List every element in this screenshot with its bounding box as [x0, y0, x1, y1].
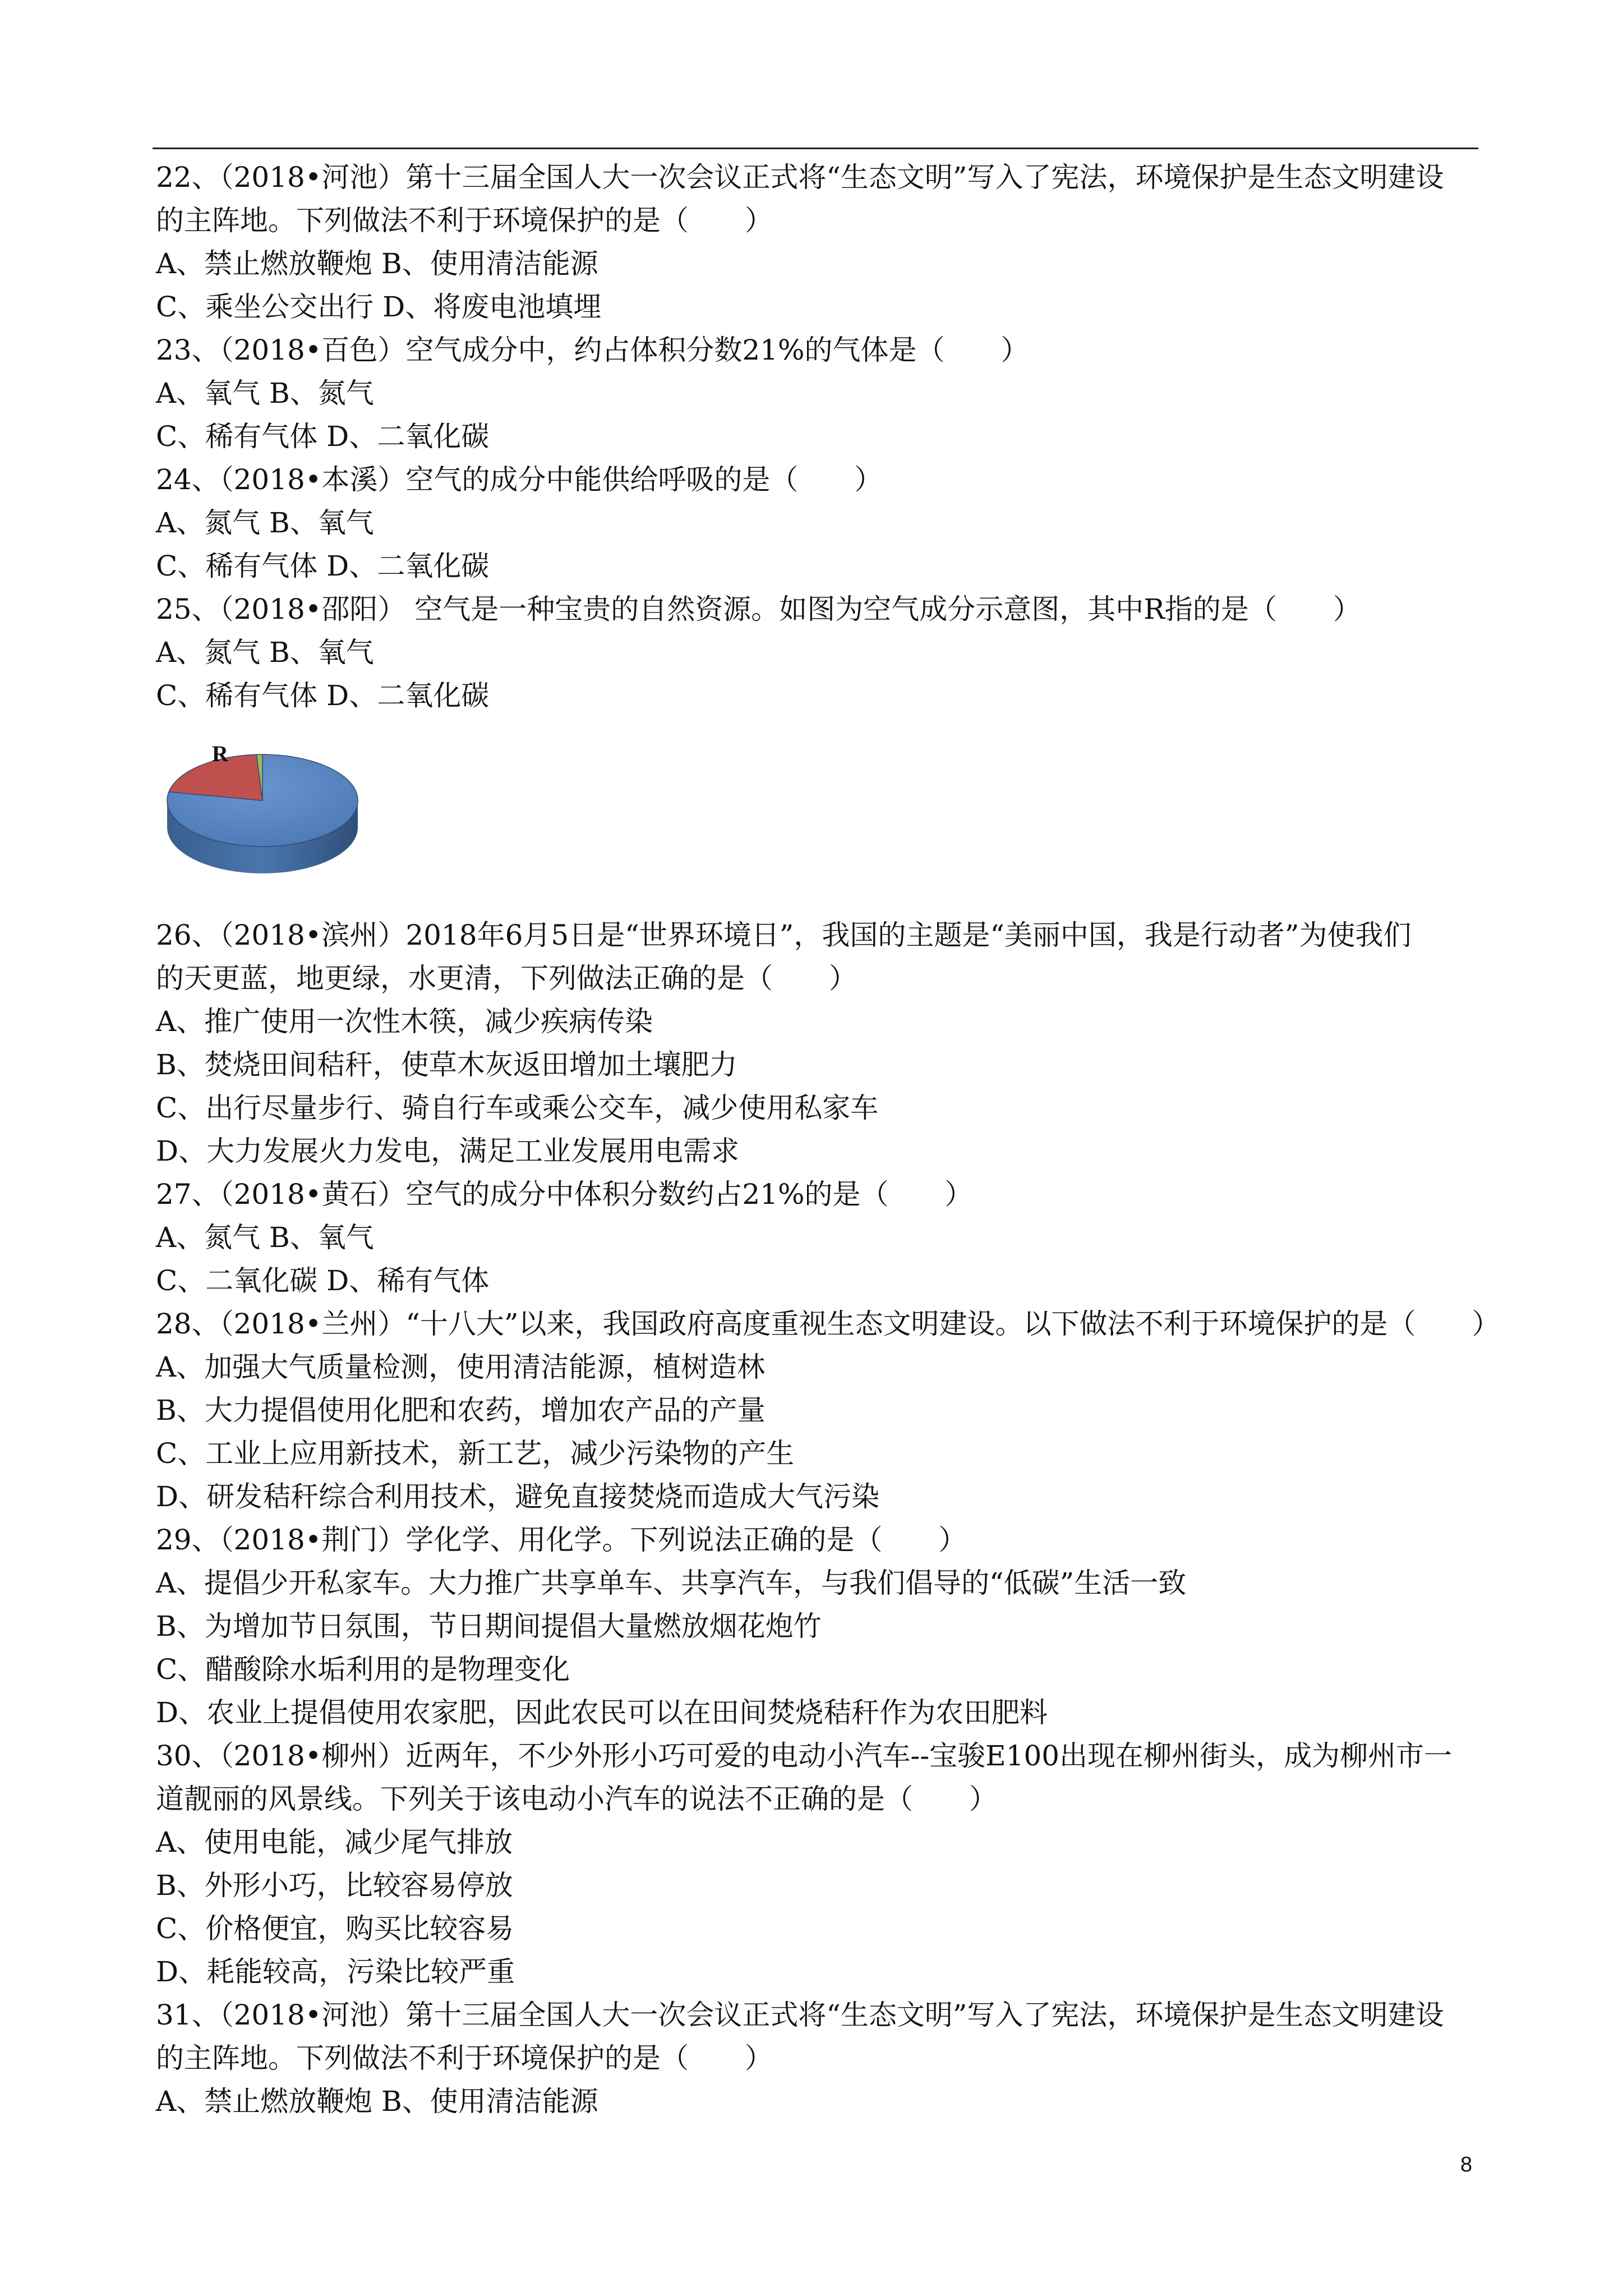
text-line: 25、（2018•邵阳） 空气是一种宝贵的自然资源。如图为空气成分示意图，其中R指的是（ ） [156, 593, 1361, 625]
text-line: A、氮气 B、氧气 [156, 1221, 374, 1254]
text-line: B、焚烧田间秸秆，使草木灰返田增加土壤肥力 [156, 1048, 737, 1081]
text-line: 28、（2018•兰州）“十八大”以来，我国政府高度重视生态文明建设。以下做法不利于环境保护的是（ ） [156, 1308, 1500, 1340]
text-line: 道靓丽的风景线。下列关于该电动小汽车的说法不正确的是（ ） [156, 1783, 997, 1815]
text-line: C、乘坐公交出行 D、将废电池填埋 [156, 291, 602, 323]
text-line: A、加强大气质量检测，使用清洁能源，植树造林 [156, 1351, 766, 1383]
text-line: 31、（2018•河池）第十三届全国人大一次会议正式将“生态文明”写入了宪法，环境保护是生态文明建设 [156, 1999, 1444, 2031]
text-line: D、大力发展火力发电，满足工业发展用电需求 [156, 1135, 740, 1167]
text-line: D、耗能较高，污染比较严重 [156, 1955, 515, 1988]
pie-label-r: R [212, 741, 228, 766]
text-line: 30、（2018•柳州）近两年，不少外形小巧可爱的电动小汽车--宝骏E100出现在柳州街头，成为柳州市一 [156, 1740, 1453, 1772]
text-line: B、外形小巧，比较容易停放 [156, 1869, 513, 1902]
text-line: A、使用电能，减少尾气排放 [156, 1826, 513, 1858]
text-line: B、大力提倡使用化肥和农药，增加农产品的产量 [156, 1394, 766, 1427]
text-line: A、提倡少开私家车。大力推广共享单车、共享汽车，与我们倡导的“低碳”生活一致 [156, 1567, 1187, 1599]
text-line: C、稀有气体 D、二氧化碳 [156, 679, 490, 712]
questions-block-2 [156, 914, 1500, 2123]
text-line: D、农业上提倡使用农家肥，因此农民可以在田间焚烧秸秆作为农田肥料 [156, 1696, 1048, 1729]
text-line: A、氧气 B、氮气 [156, 377, 374, 409]
air-composition-figure [156, 717, 1491, 914]
text-line: A、推广使用一次性木筷，减少疾病传染 [156, 1005, 653, 1038]
questions-block-1 [156, 156, 1491, 717]
text-line: C、出行尽量步行、骑自行车或乘公交车，减少使用私家车 [156, 1092, 879, 1124]
text-line: C、价格便宜，购买比较容易 [156, 1912, 514, 1945]
text-line: A、氮气 B、氧气 [156, 507, 374, 539]
text-line: 27、（2018•黄石）空气的成分中体积分数约占21%的是（ ） [156, 1178, 973, 1211]
text-line: 22、（2018•河池）第十三届全国人大一次会议正式将“生态文明”写入了宪法，环境保护是生态文明建设 [156, 161, 1444, 194]
page-number: 8 [1460, 2153, 1473, 2177]
pie-slices [167, 754, 358, 873]
text-line: A、禁止燃放鞭炮 B、使用清洁能源 [156, 2085, 598, 2118]
text-line: 23、（2018•百色）空气成分中，约占体积分数21%的气体是（ ） [156, 334, 1029, 366]
text-line: 24、（2018•本溪）空气的成分中能供给呼吸的是（ ） [156, 463, 883, 496]
header-rule [153, 148, 1478, 149]
text-line: C、工业上应用新技术，新工艺，减少污染物的产生 [156, 1437, 795, 1470]
text-line: C、稀有气体 D、二氧化碳 [156, 550, 490, 582]
text-line: 26、（2018•滨州）2018年6月5日是“世界环境日”，我国的主题是“美丽中国，我是行动者”为使我们 [156, 919, 1412, 951]
text-line: D、研发秸秆综合利用技术，避免直接焚烧而造成大气污染 [156, 1480, 880, 1513]
page-content [156, 156, 1500, 2123]
text-line: A、氮气 B、氧气 [156, 636, 374, 669]
text-line: C、稀有气体 D、二氧化碳 [156, 420, 490, 453]
text-line: C、醋酸除水垢利用的是物理变化 [156, 1653, 570, 1686]
text-line: A、禁止燃放鞭炮 B、使用清洁能源 [156, 247, 598, 280]
text-line: 的天更蓝，地更绿，水更清，下列做法正确的是（ ） [156, 962, 857, 995]
text-line: 的主阵地。下列做法不利于环境保护的是（ ） [156, 204, 773, 237]
text-line: 的主阵地。下列做法不利于环境保护的是（ ） [156, 2042, 773, 2074]
air-composition-pie [156, 739, 369, 907]
text-line: B、为增加节日氛围，节日期间提倡大量燃放烟花炮竹 [156, 1610, 822, 1642]
text-line: C、二氧化碳 D、稀有气体 [156, 1264, 490, 1297]
text-line: 29、（2018•荆门）学化学、用化学。下列说法正确的是（ ） [156, 1524, 967, 1556]
